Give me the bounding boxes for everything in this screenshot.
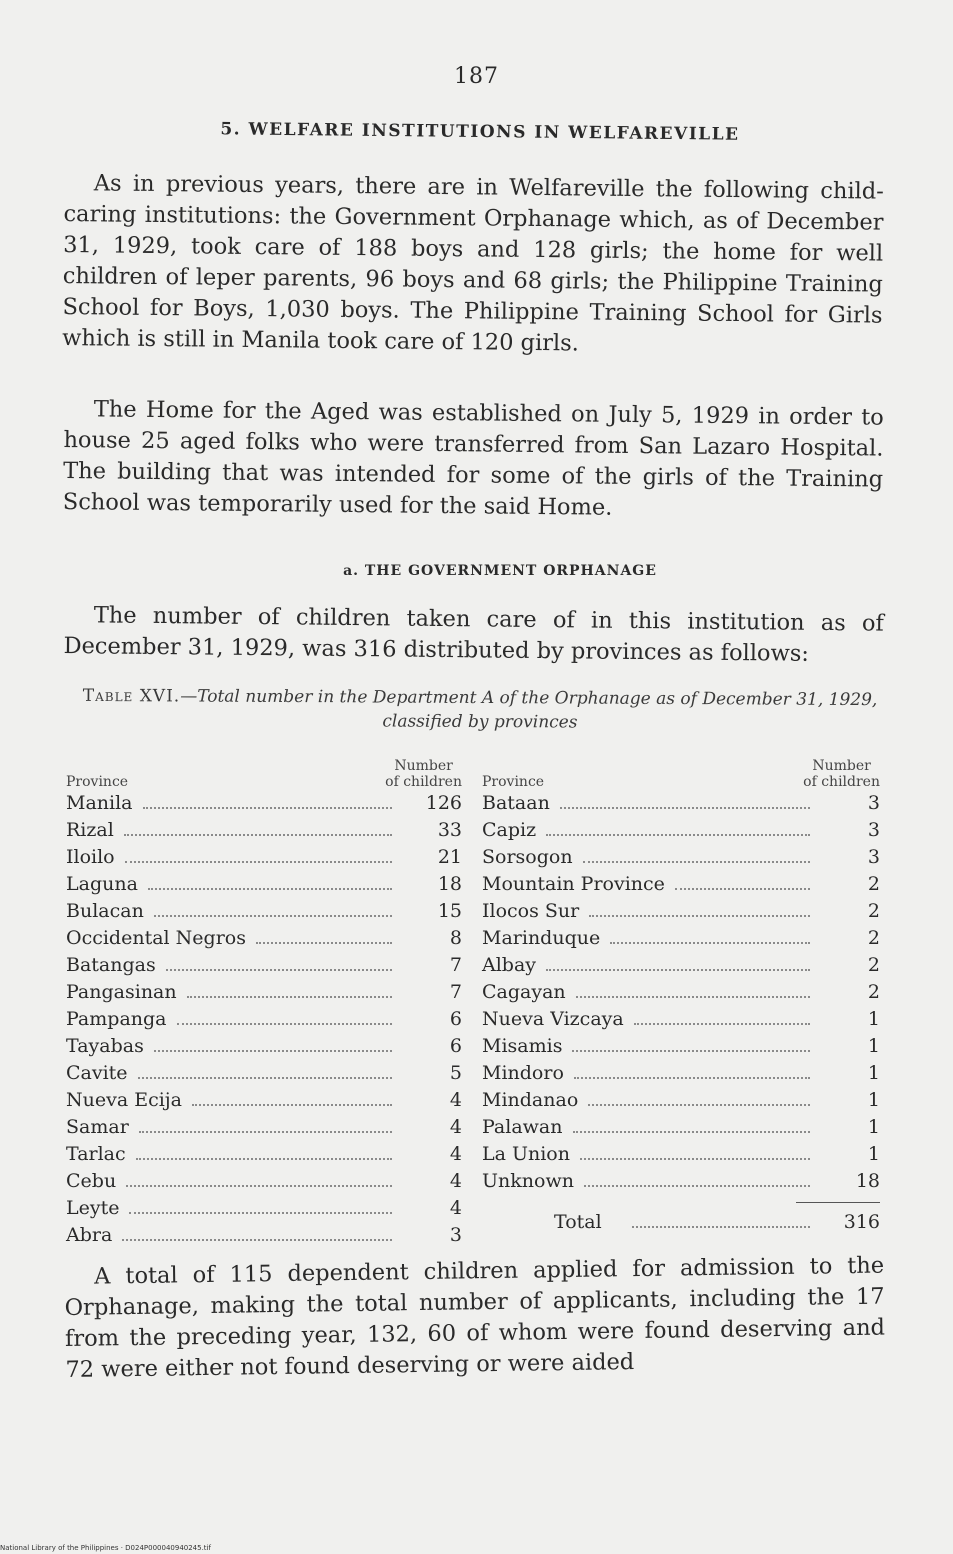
total-value: 316 [843, 1211, 880, 1233]
leader-dots [154, 915, 392, 917]
leader-dots [192, 1104, 392, 1106]
province-name: Ilocos Sur [482, 900, 580, 922]
table-row [66, 979, 462, 1006]
children-count: 1 [867, 1008, 880, 1030]
section-title: 5. WELFARE INSTITUTIONS IN WELFAREVILLE [220, 119, 740, 145]
leader-dots [573, 1131, 810, 1133]
leader-dots [588, 1104, 810, 1106]
header-number [385, 758, 462, 790]
children-count: 4 [449, 1197, 462, 1219]
children-count: 1 [867, 1089, 880, 1111]
leader-dots [136, 1158, 392, 1160]
children-count: 18 [437, 873, 462, 895]
leader-dots [187, 996, 392, 998]
header-number-line2: of children [385, 774, 462, 790]
children-count: 6 [449, 1008, 462, 1030]
province-name: Unknown [482, 1170, 574, 1192]
table-row [66, 817, 462, 844]
children-count: 1 [867, 1143, 880, 1165]
table-row [482, 1114, 880, 1141]
province-name: Sorsogon [482, 846, 573, 868]
province-name: La Union [482, 1143, 570, 1165]
table-row [66, 1141, 462, 1168]
table-row [66, 790, 462, 817]
children-count: 1 [867, 1035, 880, 1057]
table-caption [70, 684, 890, 736]
leader-dots [583, 861, 810, 863]
children-count: 6 [449, 1035, 462, 1057]
children-count: 8 [449, 927, 462, 949]
table-header [482, 738, 880, 790]
table-row [66, 898, 462, 925]
province-name: Bataan [482, 792, 550, 814]
province-name: Cebu [66, 1170, 117, 1192]
page-number: 187 [454, 64, 499, 89]
paragraph-home-for-aged: The Home for the Aged was established on July 5, 1929 in order to house 25 aged folks who were transferred from San Lazaro Hospital. The building that was intended for some of the girls of the Training School was temporarily used for the said Home. [62, 396, 884, 521]
province-name: Palawan [482, 1116, 563, 1138]
table-row [66, 1222, 462, 1249]
leader-dots [256, 942, 392, 944]
table-row [66, 1195, 462, 1222]
province-name: Misamis [482, 1035, 563, 1057]
leader-dots [572, 1050, 810, 1052]
province-name: Iloilo [66, 846, 115, 868]
header-number [803, 758, 880, 790]
header-number-line2: of children [803, 774, 880, 790]
children-count: 2 [867, 927, 880, 949]
table-row [482, 790, 880, 817]
province-name: Tayabas [66, 1035, 144, 1057]
leader-dots [166, 969, 392, 971]
province-name: Nueva Vizcaya [482, 1008, 624, 1030]
province-name: Pangasinan [66, 981, 177, 1003]
children-count: 1 [867, 1062, 880, 1084]
leader-dots [139, 1131, 392, 1133]
table-row [482, 1060, 880, 1087]
leader-dots [177, 1023, 392, 1025]
children-count: 126 [425, 792, 462, 814]
header-province: Province [482, 774, 545, 790]
leader-dots [546, 969, 810, 971]
table-column-left [66, 738, 462, 1249]
header-number-line1: Number [812, 758, 871, 774]
table-row [66, 871, 462, 898]
table-caption-text: —Total number in the Department A of the Orphanage as of December 31, 1929, classified by provinces [180, 686, 878, 733]
province-name: Marinduque [482, 927, 601, 949]
leader-dots [148, 888, 392, 890]
table-header [66, 738, 462, 790]
province-name: Abra [66, 1224, 113, 1246]
province-name: Batangas [66, 954, 156, 976]
table-row [66, 1168, 462, 1195]
children-count: 21 [437, 846, 462, 868]
table-row [66, 1114, 462, 1141]
province-name: Mountain Province [482, 873, 665, 895]
province-name: Cagayan [482, 981, 566, 1003]
leader-dots [143, 807, 392, 809]
leader-dots [589, 915, 810, 917]
table-caption-lead: Table XVI. [82, 685, 181, 707]
table-row [482, 979, 880, 1006]
children-count: 1 [867, 1116, 880, 1138]
table-row [482, 1168, 880, 1195]
province-name: Mindoro [482, 1062, 564, 1084]
children-count: 3 [867, 792, 880, 814]
children-count: 33 [437, 819, 462, 841]
leader-dots [129, 1212, 392, 1214]
table-row [482, 1033, 880, 1060]
table-row [482, 1087, 880, 1114]
header-province: Province [66, 774, 129, 790]
province-name: Mindanao [482, 1089, 579, 1111]
footer-attribution: National Library of the Philippines · D024P000040940245.tif [0, 1544, 211, 1552]
children-count: 7 [449, 981, 462, 1003]
leader-dots [560, 807, 810, 809]
table-row [482, 1006, 880, 1033]
children-count: 4 [449, 1170, 462, 1192]
province-name: Laguna [66, 873, 138, 895]
province-name: Occidental Negros [66, 927, 246, 949]
leader-dots [125, 861, 392, 863]
children-count: 2 [867, 954, 880, 976]
children-count: 5 [449, 1062, 462, 1084]
table-row [482, 952, 880, 979]
leader-dots [632, 1226, 810, 1228]
children-count: 3 [867, 846, 880, 868]
table-row [66, 952, 462, 979]
paragraph-applicants: A total of 115 dependent children applied for admission to the Orphanage, making the total number of applicants, including the 17 from the preceding year, 132, 60 of whom were found deserving and 72 were either not found deserving or were aided [64, 1252, 886, 1383]
province-name: Pampanga [66, 1008, 167, 1030]
table-row [66, 1006, 462, 1033]
children-count: 3 [867, 819, 880, 841]
children-count: 2 [867, 900, 880, 922]
province-name: Albay [482, 954, 537, 976]
table-row [66, 1087, 462, 1114]
total-label: Total [554, 1211, 602, 1233]
subsection-title: a. THE GOVERNMENT ORPHANAGE [343, 563, 657, 579]
province-name: Nueva Ecija [66, 1089, 183, 1111]
province-name: Manila [66, 792, 133, 814]
table-row [66, 844, 462, 871]
leader-dots [154, 1050, 392, 1052]
children-count: 18 [855, 1170, 880, 1192]
children-count: 15 [437, 900, 462, 922]
children-count: 3 [449, 1224, 462, 1246]
children-count: 2 [867, 873, 880, 895]
total-row [482, 1209, 880, 1236]
leader-dots [584, 1185, 810, 1187]
leader-dots [675, 888, 810, 890]
paragraph-welfare-institutions: As in previous years, there are in Welfareville the following child-caring institutions: the Government Orphanage which, as of December 31, 1929, took care of 188 boys and 128 girls; the home for well children of leper parents, 96 boys and 68 girls; the Philippine Training School for Boys, 1,030 boys. The Philippine Training School for Girls which is still in Manila took care of 120 girls. [62, 170, 884, 357]
table-row [482, 817, 880, 844]
table-row [482, 925, 880, 952]
children-count: 7 [449, 954, 462, 976]
province-name: Tarlac [66, 1143, 126, 1165]
leader-dots [576, 996, 810, 998]
province-name: Capiz [482, 819, 537, 841]
province-name: Samar [66, 1116, 129, 1138]
province-name: Leyte [66, 1197, 120, 1219]
children-count: 4 [449, 1116, 462, 1138]
total-rule [482, 1195, 880, 1209]
leader-dots [126, 1185, 392, 1187]
table-column-right [482, 738, 880, 1236]
children-count: 4 [449, 1143, 462, 1165]
leader-dots [138, 1077, 392, 1079]
table-row [482, 1141, 880, 1168]
leader-dots [124, 834, 392, 836]
province-name: Rizal [66, 819, 114, 841]
table-row [482, 898, 880, 925]
leader-dots [574, 1077, 810, 1079]
table-row [66, 1033, 462, 1060]
children-count: 2 [867, 981, 880, 1003]
table-row [66, 1060, 462, 1087]
leader-dots [546, 834, 810, 836]
province-name: Bulacan [66, 900, 144, 922]
leader-dots [580, 1158, 810, 1160]
children-count: 4 [449, 1089, 462, 1111]
leader-dots [634, 1023, 810, 1025]
leader-dots [610, 942, 810, 944]
leader-dots [122, 1239, 392, 1241]
table-row [482, 844, 880, 871]
paragraph-orphanage-count: The number of children taken care of in this institution as of December 31, 1929, was 316 distributed by provinces as follows: [63, 602, 884, 667]
province-name: Cavite [66, 1062, 128, 1084]
table-row [482, 871, 880, 898]
table-row [66, 925, 462, 952]
header-number-line1: Number [394, 758, 453, 774]
